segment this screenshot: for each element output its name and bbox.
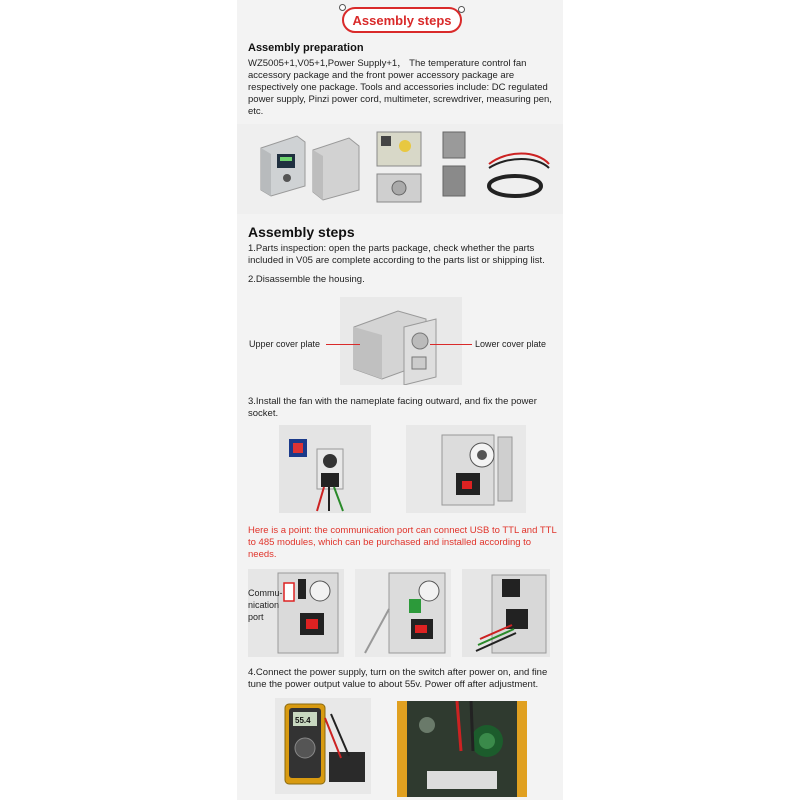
step-2-text: 2.Disassemble the housing.	[248, 274, 365, 285]
prep-text: WZ5005+1,V05+1,Power Supply+1， The temperature control fan accessory package and the front power accessory package are respectively one package. Tools and accessories include: DC regulated power supply, Pinzi power cord, multimeter, screwdriver, measuring pen, etc.	[248, 58, 552, 117]
ttl-module-photo	[355, 569, 451, 657]
wiring-photo	[462, 569, 550, 657]
title-badge	[342, 7, 462, 33]
fan-install-photo	[279, 425, 371, 513]
page-title: Assembly steps	[352, 13, 452, 28]
housing-photo	[340, 297, 462, 385]
power-board-photo	[397, 701, 527, 797]
step-3-text: 3.Install the fan with the nameplate facing outward, and fix the power socket.	[248, 396, 537, 419]
step-1-text: 1.Parts inspection: open the parts package, check whether the parts included in V05 are complete according to the parts list or shipping list.	[248, 243, 545, 266]
lower-cover-label: Lower cover plate	[475, 339, 547, 349]
comm-port-label: Commu- nication port	[248, 588, 283, 622]
note-text: Here is a point: the communication port can connect USB to TTL and TTL to 485 modules, which can be purchased and installed according to needs.	[248, 525, 557, 560]
lower-cover-pointer	[430, 344, 472, 345]
steps-heading: Assembly steps	[248, 224, 355, 240]
step-4-text: 4.Connect the power supply, turn on the switch after power on, and fine tune the power output value to about 55v. Power off after adjustment.	[248, 667, 548, 690]
prep-heading: Assembly preparation	[248, 42, 364, 54]
corner-dot-icon	[339, 4, 346, 11]
multimeter-photo	[275, 698, 371, 794]
socket-install-photo	[406, 425, 526, 513]
parts-photo	[237, 124, 563, 214]
multimeter-reading: 55.4	[295, 716, 311, 725]
corner-dot-icon	[458, 6, 465, 13]
upper-cover-label: Upper cover plate	[249, 339, 321, 349]
upper-cover-pointer	[326, 344, 360, 345]
